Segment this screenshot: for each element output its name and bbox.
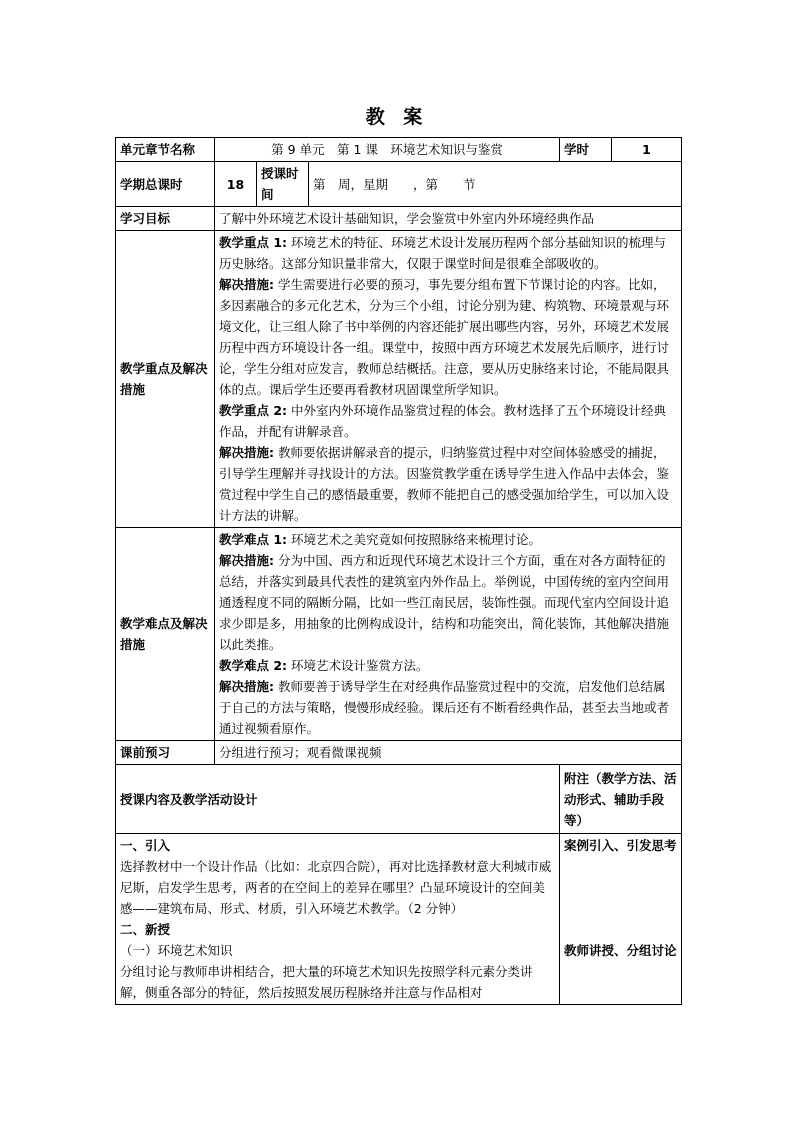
notes-label: 附注（教学方法、活动形式、辅助手段等） bbox=[560, 765, 682, 834]
key-measure-1: 解决措施: 学生需要进行必要的预习，事先要分组布置下节课讨论的内容。比如，多因素融合的多元化艺术，分为三个小组，讨论分别为建、构筑物、环境景观与环境文化，让三组人除了书中举例的内容还能扩展出哪些内容，另外，环境艺术发展历程中西方环境设计各一组。课堂中，按照中西方环境艺术发展先后顺序，进行讨论，学生分组对应发言，教师总结概括。注意，要从历史脉络来讨论，不能局限具体的点。课后学生还要再看教材巩固课堂所学知识。 bbox=[219, 277, 670, 397]
unit-value: 第 9 单元 第 1 课 环境艺术知识与鉴赏 bbox=[215, 138, 560, 162]
subsection-text: 分组讨论与教师串讲相结合，把大量的环境艺术知识先按照学科元素分类讲解，侧重各部分的特征，然后按照发展历程脉络并注意与作品相对 bbox=[120, 964, 533, 1000]
row-key-points bbox=[116, 231, 682, 528]
goal-label: 学习目标 bbox=[116, 207, 215, 231]
key-measure-2: 解决措施: 教师要依据讲解录音的提示，归纳鉴赏过程中对空间体验感受的捕捉，引导学生理解并寻找设计的方法。因鉴赏教学重在诱导学生进入作品中去体会，鉴赏过程中学生自己的感悟最重要，教师不能把自己的感受强加给学生，可以加入设计方法的讲解。 bbox=[219, 445, 670, 523]
key-points-label: 教学重点及解决措施 bbox=[116, 231, 215, 528]
row-design-header bbox=[116, 765, 682, 834]
row-content bbox=[116, 834, 682, 1005]
row-goal bbox=[116, 207, 682, 231]
section-intro-heading: 一、引入 bbox=[120, 838, 171, 853]
content-body bbox=[116, 834, 560, 1005]
row-term bbox=[116, 162, 682, 207]
note-intro: 案例引入、引发思考 bbox=[564, 838, 677, 853]
unit-label: 单元章节名称 bbox=[116, 138, 215, 162]
hours-label: 学时 bbox=[560, 138, 612, 162]
preview-value: 分组进行预习；观看微课视频 bbox=[215, 741, 682, 765]
goal-value: 了解中外环境艺术设计基础知识，学会鉴赏中外室内外环境经典作品 bbox=[215, 207, 682, 231]
difficulties-content bbox=[215, 528, 682, 741]
section-new-heading: 二、新授 bbox=[120, 922, 171, 937]
difficulties-label: 教学难点及解决措施 bbox=[116, 528, 215, 741]
time-value: 第 周，星期 ，第 节 bbox=[309, 162, 682, 207]
time-label: 授课时间 bbox=[257, 162, 309, 207]
difficulty-measure-2: 解决措施: 教师要善于诱导学生在对经典作品鉴赏过程中的交流，启发他们总结属于自己的方法与策略，慢慢形成经验。课后还有不断看经典作品，甚至去当地或者通过视频看原作。 bbox=[219, 679, 670, 736]
difficulty-2: 教学难点 2: 环境艺术设计鉴赏方法。 bbox=[219, 658, 429, 673]
preview-label: 课前预习 bbox=[116, 741, 215, 765]
key-point-2: 教学重点 2: 中外室内外环境作品鉴赏过程的体会。教材选择了五个环境设计经典作品，并配有讲解录音。 bbox=[219, 403, 667, 439]
page-title: 教 案 bbox=[365, 106, 429, 128]
difficulty-measure-1: 解决措施: 分为中国、西方和近现代环境艺术设计三个方面，重在对各方面特征的总结，并落实到最具代表性的建筑室内外作品上。举例说，中国传统的室内空间用通透程度不同的隔断分隔，比如一些江南民居，装饰性强。而现代室内空间设计追求少即是多，用抽象的比例构成设计，结构和功能突出，简化装饰，其他解决措施以此类推。 bbox=[219, 553, 670, 652]
term-hours-label: 学期总课时 bbox=[116, 162, 215, 207]
note-new: 教师讲授、分组讨论 bbox=[564, 943, 677, 958]
key-points-content bbox=[215, 231, 682, 528]
row-preview bbox=[116, 741, 682, 765]
lesson-plan-table bbox=[115, 137, 682, 1005]
key-point-1: 教学重点 1: 环境艺术的特征、环境艺术设计发展历程两个部分基础知识的梳理与历史脉络。这部分知识量非常大，仅限于课堂时间是很难全部吸收的。 bbox=[219, 235, 667, 271]
hours-value: 1 bbox=[612, 138, 682, 162]
difficulty-1: 教学难点 1: 环境艺术之美究竟如何按照脉络来梳理讨论。 bbox=[219, 532, 542, 547]
subsection-heading: （一）环境艺术知识 bbox=[120, 943, 233, 958]
design-label: 授课内容及教学活动设计 bbox=[116, 765, 560, 834]
content-notes bbox=[560, 834, 682, 1005]
row-unit bbox=[116, 138, 682, 162]
section-intro-text: 选择教材中一个设计作品（比如：北京四合院），再对比选择教材意大利城市威尼斯，启发学生思考，两者的在空间上的差异在哪里？凸显环境设计的空间美感——建筑布局、形式、材质，引入环境艺术教学。（2 分钟） bbox=[120, 859, 552, 916]
row-difficulties bbox=[116, 528, 682, 741]
term-hours-value: 18 bbox=[215, 162, 257, 207]
